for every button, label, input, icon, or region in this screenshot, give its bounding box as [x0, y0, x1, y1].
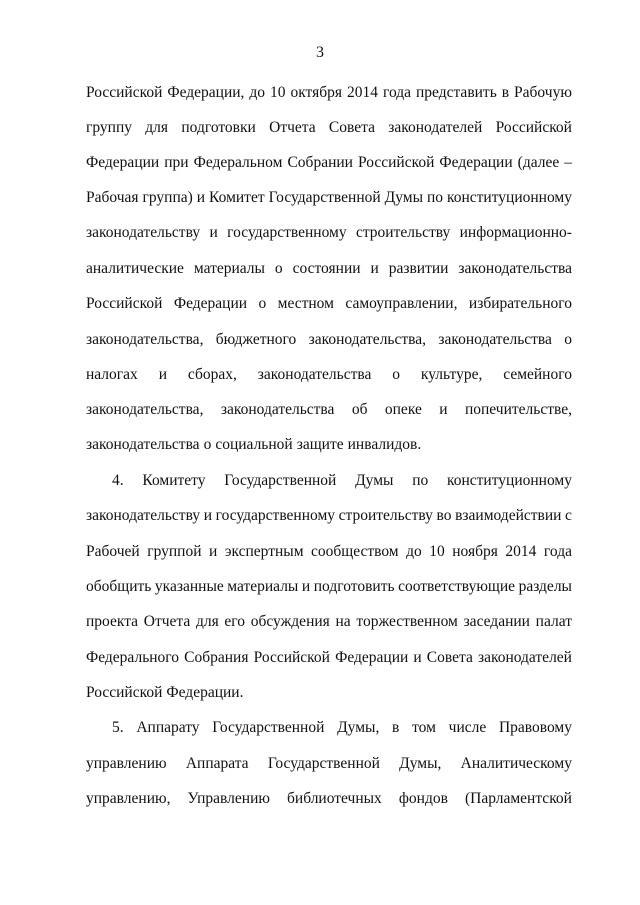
text-word: ноября: [452, 543, 498, 560]
text-line: [86, 648, 572, 668]
text-word: Думы,: [399, 755, 442, 772]
text-word: Федерации: [173, 295, 248, 312]
text-word: 10: [429, 543, 445, 560]
text-word: культуре,: [420, 366, 483, 383]
text-word: и: [413, 649, 422, 666]
text-word: развитии: [388, 260, 449, 277]
text-word: 2014: [505, 543, 537, 560]
text-word: фондов: [398, 790, 448, 807]
text-word: государственному: [215, 507, 336, 524]
text-word: Аппарата: [185, 755, 249, 772]
text-word: бюджетного: [215, 331, 297, 348]
text-word: разделы: [518, 578, 572, 595]
text-line: [86, 365, 572, 385]
text-word: законодательства: [86, 436, 200, 453]
text-word: законодательства,: [308, 331, 427, 348]
text-word: в: [392, 719, 400, 736]
text-word: для: [145, 119, 169, 136]
text-word: по: [426, 189, 444, 206]
text-word: Рабочая: [86, 189, 139, 206]
text-word: Думы,: [337, 719, 380, 736]
text-word: Государственной: [268, 189, 381, 206]
page-number: 3: [316, 44, 324, 61]
text-word: 2014: [347, 84, 378, 101]
text-word: Российской: [358, 154, 435, 171]
text-word: 4.: [112, 472, 124, 489]
text-word: управлению,: [86, 790, 171, 807]
text-word: опеке: [384, 401, 422, 418]
text-word: Российской: [86, 684, 163, 701]
text-word: и: [158, 366, 167, 383]
text-word: Федеральном: [193, 154, 283, 171]
text-word: Российской: [253, 649, 330, 666]
text-word: и: [209, 224, 218, 241]
text-word: в: [501, 84, 510, 101]
text-word: и: [370, 260, 379, 277]
text-word: взаимодействии: [455, 507, 562, 524]
text-word: и: [209, 543, 218, 560]
text-word: местном: [277, 295, 334, 312]
text-word: законодательства,: [86, 401, 204, 418]
text-word: Российской: [86, 84, 163, 101]
text-word: (Парламентской: [464, 790, 572, 807]
text-word: и: [301, 578, 311, 595]
text-word: попечительстве,: [464, 401, 572, 418]
text-word: информационно-: [459, 224, 572, 241]
text-word: Комитету: [142, 472, 206, 489]
text-line: [112, 718, 572, 738]
text-word: Рабочей: [86, 543, 140, 560]
text-word: Российской: [86, 295, 163, 312]
text-line: [86, 330, 572, 350]
text-word: избирательного: [468, 295, 572, 312]
text-line: [86, 83, 572, 103]
text-word: Государственной: [212, 719, 325, 736]
text-word: законодателей: [477, 649, 572, 666]
text-line: [86, 118, 572, 138]
text-word: защите: [296, 436, 344, 453]
text-word: года: [382, 84, 412, 101]
text-word: сборах,: [187, 366, 237, 383]
text-word: Отчета: [143, 613, 191, 630]
text-word: подготовить: [313, 578, 395, 595]
text-word: Аналитическому: [460, 755, 572, 772]
text-word: палат: [535, 613, 572, 630]
text-word: при: [164, 154, 189, 171]
text-word: –: [564, 154, 572, 171]
text-word: семейного: [503, 366, 572, 383]
text-word: октября: [290, 84, 343, 101]
text-word: социальной: [215, 436, 293, 453]
text-word: Федерации.: [166, 684, 244, 701]
text-word: Федерации: [86, 154, 160, 171]
text-word: до: [406, 543, 422, 560]
text-word: Совета: [426, 649, 473, 666]
text-word: заседании: [463, 613, 530, 630]
text-word: самоуправлении,: [345, 295, 458, 312]
text-word: Государственной: [267, 755, 380, 772]
text-line: [86, 506, 572, 526]
text-word: и: [196, 189, 206, 206]
text-word: Совета: [328, 119, 375, 136]
text-word: обсуждения: [250, 613, 330, 630]
text-word: о: [564, 331, 572, 348]
text-word: библиотечных: [287, 790, 382, 807]
text-word: управлению: [86, 755, 167, 772]
text-word: группа): [142, 189, 193, 206]
text-word: и: [203, 507, 212, 524]
text-word: законодательства: [458, 260, 572, 277]
text-word: на: [335, 613, 351, 630]
text-word: группой: [147, 543, 202, 560]
text-word: (далее: [517, 154, 560, 171]
text-word: законодательству: [86, 507, 201, 524]
text-word: во: [436, 507, 452, 524]
text-word: 5.: [112, 719, 124, 736]
text-word: Управлению: [187, 790, 270, 807]
text-line: [86, 789, 572, 809]
text-word: Российской: [495, 119, 572, 136]
text-line: [86, 400, 572, 420]
text-word: Аппарату: [136, 719, 200, 736]
text-word: аналитические: [86, 260, 184, 277]
text-line: [86, 223, 572, 243]
text-word: об: [351, 401, 368, 418]
text-word: конституционному: [446, 189, 572, 206]
text-line: [86, 435, 572, 455]
text-word: законодательства: [438, 331, 552, 348]
text-word: его: [224, 613, 246, 630]
text-word: конституционному: [446, 472, 572, 489]
text-word: Федерации: [335, 649, 409, 666]
text-word: о: [392, 366, 401, 383]
text-word: строительству: [355, 224, 451, 241]
text-word: Государственной: [224, 472, 337, 489]
text-word: материалы: [193, 260, 265, 277]
text-line: [86, 612, 572, 632]
text-word: для: [195, 613, 219, 630]
text-line: [86, 188, 572, 208]
text-line: [86, 754, 572, 774]
text-word: Собрания: [184, 649, 249, 666]
text-word: государственному: [227, 224, 347, 241]
text-word: Комитет: [209, 189, 265, 206]
text-word: года: [543, 543, 572, 560]
text-word: законодательства,: [86, 331, 204, 348]
text-line: [112, 471, 572, 491]
text-word: состоянии: [292, 260, 361, 277]
text-word: Отчета: [269, 119, 316, 136]
text-line: [86, 294, 572, 314]
text-word: Собрании: [287, 154, 353, 171]
text-word: экспертным: [224, 543, 304, 560]
text-word: Думы: [384, 189, 423, 206]
text-word: о: [203, 436, 212, 453]
text-line: [86, 683, 572, 703]
text-word: том: [412, 719, 436, 736]
text-line: [86, 259, 572, 279]
text-word: Думы: [355, 472, 394, 489]
text-word: законодательства: [220, 401, 335, 418]
text-word: о: [258, 295, 267, 312]
text-word: до: [249, 84, 266, 101]
text-line: [86, 153, 572, 173]
text-word: указанные: [154, 578, 224, 595]
text-word: строительству: [338, 507, 433, 524]
text-word: материалы: [227, 578, 299, 595]
text-word: налогах: [86, 366, 138, 383]
text-word: о: [274, 260, 283, 277]
text-word: законодательству: [86, 224, 201, 241]
text-line: [86, 542, 572, 562]
text-word: 10: [270, 84, 286, 101]
text-word: с: [565, 507, 572, 524]
text-word: торжественном: [356, 613, 458, 630]
text-word: Рабочую: [514, 84, 572, 101]
text-word: Правовому: [498, 719, 572, 736]
text-word: инвалидов.: [347, 436, 422, 453]
text-word: и: [439, 401, 448, 418]
text-word: проекта: [86, 613, 139, 630]
text-word: Федерального: [86, 649, 180, 666]
text-word: Федерации,: [167, 84, 245, 101]
text-word: Федерации: [439, 154, 513, 171]
text-word: законодательства: [257, 366, 372, 383]
text-word: сообществом: [311, 543, 399, 560]
text-word: числе: [448, 719, 487, 736]
text-line: [86, 577, 572, 597]
text-word: по: [412, 472, 429, 489]
text-word: представить: [415, 84, 497, 101]
text-word: группу: [86, 119, 132, 136]
text-word: соответствующие: [398, 578, 516, 595]
text-word: обобщить: [86, 578, 152, 595]
text-word: законодателей: [388, 119, 483, 136]
text-word: подготовки: [181, 119, 256, 136]
